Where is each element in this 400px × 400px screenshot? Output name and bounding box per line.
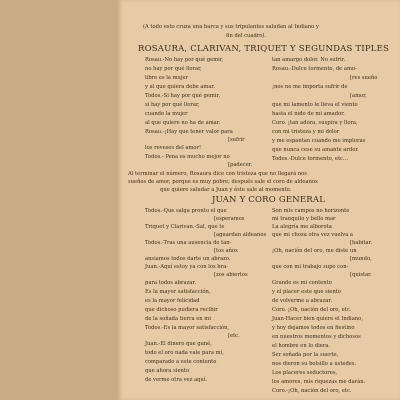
lyric-line: es la mayor felicidad bbox=[145, 298, 200, 304]
lyric-line: [etc. bbox=[228, 333, 240, 339]
lyric-line: Son mis campos no horizonte bbox=[272, 208, 350, 214]
lyric-line: que mi choza otra vez vuelva a bbox=[272, 232, 354, 238]
lyric-line: para todos abrazar. bbox=[145, 280, 196, 286]
section-heading-2: JUAN Y CORO GENERAL bbox=[212, 195, 326, 205]
lyric-line: [tos años bbox=[214, 248, 238, 254]
lyric-line: y al que quiera debe amar. bbox=[145, 84, 216, 90]
lyric-line: ¡nos no me importa sufrir de bbox=[272, 84, 348, 90]
lyric-line: con mi tristeza y mi dolor bbox=[272, 129, 340, 135]
lyric-line: [esperamos bbox=[214, 216, 245, 222]
lyric-line: Todos.-Tras una ausencia de tan- bbox=[145, 240, 232, 246]
lyric-line: Es la mayor satisfacción, bbox=[145, 289, 211, 295]
lyric-line: y el placer este que siento bbox=[272, 289, 341, 295]
lyric-line: Rosau.-No hay por qué gemir, bbox=[145, 57, 224, 63]
lyric-line: Los placeres seductores, bbox=[272, 370, 338, 376]
lyric-line: al que quiere no ha de amar. bbox=[145, 120, 221, 126]
lyric-line: Rosau.-¡Hay que tener valor para bbox=[145, 129, 233, 135]
stage-direction-line-2: fin del cuadro). bbox=[226, 33, 267, 39]
lyric-line: [amor, bbox=[350, 93, 367, 99]
lyric-line: Todos.- Pena es mucho mejor no bbox=[145, 154, 230, 160]
lyric-line: de volverme a abrazar. bbox=[272, 298, 332, 304]
lyric-line: [res sueño bbox=[350, 75, 378, 81]
lyric-line: Coro. ¡tan adora, suspira y llora, bbox=[272, 120, 358, 126]
lyric-line: de la soñada tierra en mi bbox=[145, 316, 211, 322]
lyric-line: [quistar. bbox=[350, 272, 372, 278]
lyric-line: y hoy dejamos todos en fiestino bbox=[272, 325, 355, 331]
lyric-line: ansiamos todos darte un abrazo. bbox=[145, 256, 231, 262]
lyric-line: Coro. ¡Oh, nación del oro, etc. bbox=[272, 307, 352, 313]
lyric-line: nos dieron su bolsillo a ustedes. bbox=[272, 361, 357, 367]
lyric-line: que ahora siento bbox=[145, 368, 190, 374]
lyric-line: y me espantan cuando me imploras bbox=[272, 138, 366, 144]
lyric-line: Juan.-El dinero que gané, bbox=[145, 341, 212, 347]
lyric-line: Triquet y Clarivan.-Sal, que te bbox=[145, 224, 225, 230]
lyric-line: [sufrir bbox=[228, 137, 245, 143]
lyric-line: [zos abiertos bbox=[214, 272, 248, 278]
lyric-line: el hombre en lo diera. bbox=[272, 343, 331, 349]
lyric-line: [habitar. bbox=[350, 240, 373, 246]
lyric-line: no hay por qué llorar, bbox=[145, 66, 202, 72]
prose-line: Al terminar el número, Rosaura dice con tristeza que no llegará nos bbox=[128, 171, 307, 177]
lyric-line: Todos.-Es la mayor satisfacción, bbox=[145, 325, 230, 331]
stage-direction-line-1: (A todo esto cruza una barca y sus tripulantes saludan al Indiano y bbox=[143, 24, 319, 30]
lyric-line: Juan-Hacer bien quiere el Indiano, bbox=[272, 316, 363, 322]
lyric-line: ¡Oh, nación del oro, me diste un bbox=[272, 248, 357, 254]
lyric-line: los reveses del amor! bbox=[145, 145, 202, 151]
lyric-line: que con mi trabajo supo con- bbox=[272, 264, 349, 270]
prose-line: sueños de amor, porque es muy pobre; después sale el coro de aldeanos bbox=[128, 179, 318, 185]
lyric-line: [aguardan aldeanos bbox=[214, 232, 267, 238]
lyric-line: mi tranquilo y bello mar bbox=[272, 216, 336, 222]
lyric-line: cuando la mujer bbox=[145, 111, 188, 117]
lyric-line: Coro.-¡Oh, nación del oro, etc. bbox=[272, 388, 352, 394]
lyric-line: que dichoso pudiera recibir bbox=[145, 307, 218, 313]
section-heading: ROSAURA, CLARIVAN, TRIQUET Y SEGUNDAS TIPLES bbox=[138, 44, 390, 54]
lyric-line: en nuestros momentos y dichosos bbox=[272, 334, 361, 340]
lyric-line: Ser soñada por la suerte, bbox=[272, 352, 339, 358]
lyric-line: que mi lamento le lleva el viento bbox=[272, 102, 358, 108]
lyric-line: hasta el nido de mi amador. bbox=[272, 111, 345, 117]
lyric-line: Todos.-Si hay por qué gemir, bbox=[145, 93, 221, 99]
lyric-line: todo el oro nada vale para mí, bbox=[145, 350, 224, 356]
lyric-line: Grande es mi contento bbox=[272, 280, 332, 286]
lyric-line: Juan.-Aquí estoy ya con los bra- bbox=[145, 264, 228, 270]
lyric-line: [mundo, bbox=[350, 256, 372, 262]
lyric-line: [padecer. bbox=[228, 162, 253, 168]
lyric-line: tan amargo dolor. No sufrir. bbox=[272, 57, 346, 63]
lyric-line: que nunca cese su amante ardor. bbox=[272, 147, 359, 153]
prose-line: que quiere saludar a Juan y éste sale al momento. bbox=[160, 187, 292, 193]
lyric-line: Todos.-Dulce tormento, etc... bbox=[272, 156, 349, 162]
lyric-line: libre es la mujer bbox=[145, 75, 189, 81]
lyric-line: los amores, mis riquezas me darán. bbox=[272, 379, 366, 385]
lyric-line: La alegría me alborota bbox=[272, 224, 332, 230]
lyric-line: Todos.-Que salga pronto el que bbox=[145, 208, 227, 214]
lyric-line: comparado a este contento bbox=[145, 359, 217, 365]
lyric-line: de verme otra vez aquí. bbox=[145, 377, 208, 383]
lyric-line: si hay por qué llorar, bbox=[145, 102, 200, 108]
lyric-line: Rosau.-Dulce tormento, de amo- bbox=[272, 66, 357, 72]
